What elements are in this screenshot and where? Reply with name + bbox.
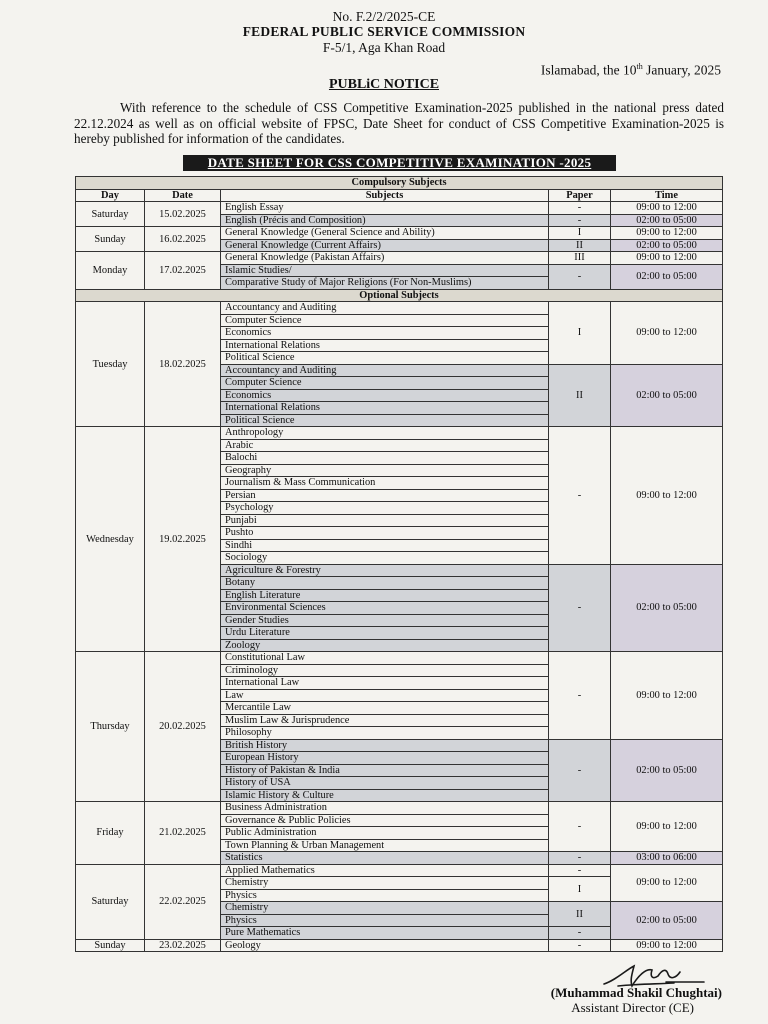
day-cell: Sunday (76, 227, 145, 252)
date-cell: 16.02.2025 (145, 227, 221, 252)
time-cell: 02:00 to 05:00 (611, 239, 723, 252)
subject-cell: Economics (221, 327, 549, 340)
time-cell: 09:00 to 12:00 (611, 252, 723, 265)
paper-cell: I (549, 877, 611, 902)
subject-cell: Philosophy (221, 727, 549, 740)
column-header-date: Date (145, 189, 221, 202)
time-cell: 02:00 to 05:00 (611, 902, 723, 940)
subject-cell: History of Pakistan & India (221, 764, 549, 777)
day-cell: Thursday (76, 652, 145, 802)
paper-cell: - (549, 802, 611, 852)
subject-cell: Anthropology (221, 427, 549, 440)
subject-cell: Geology (221, 939, 549, 952)
subject-cell: Persian (221, 489, 549, 502)
subject-cell: Comparative Study of Major Religions (For Non-Muslims) (221, 277, 549, 290)
signatory-designation: Assistant Director (CE) (571, 1000, 694, 1015)
subject-cell: English Literature (221, 589, 549, 602)
compulsory-subjects-heading: Compulsory Subjects (76, 177, 723, 190)
subject-cell: Arabic (221, 439, 549, 452)
subject-cell: English (Précis and Composition) (221, 214, 549, 227)
section-heading-row (76, 289, 723, 302)
subject-cell: Sindhi (221, 539, 549, 552)
subject-cell: Accountancy and Auditing (221, 302, 549, 315)
time-cell: 02:00 to 05:00 (611, 364, 723, 427)
subject-cell: General Knowledge (Pakistan Affairs) (221, 252, 549, 265)
subject-cell: Geography (221, 464, 549, 477)
day-cell: Sunday (76, 939, 145, 952)
time-cell: 09:00 to 12:00 (611, 202, 723, 215)
time-cell: 02:00 to 05:00 (611, 214, 723, 227)
subject-cell: Punjabi (221, 514, 549, 527)
subject-cell: Psychology (221, 502, 549, 515)
column-header-time: Time (611, 189, 723, 202)
paper-cell: - (549, 264, 611, 289)
table-row (76, 302, 723, 315)
intro-paragraph (74, 100, 724, 147)
subject-cell: Applied Mathematics (221, 864, 549, 877)
subject-cell: Physics (221, 914, 549, 927)
subject-cell: Pushto (221, 527, 549, 540)
subject-cell: Physics (221, 889, 549, 902)
section-heading-row (76, 177, 723, 190)
paper-cell: II (549, 902, 611, 927)
table-row (76, 939, 723, 952)
day-cell: Tuesday (76, 302, 145, 427)
place-date-prefix: Islamabad, the 10 (540, 62, 637, 78)
paper-cell: II (549, 239, 611, 252)
subject-cell: Governance & Public Policies (221, 814, 549, 827)
paper-cell: - (549, 214, 611, 227)
subject-cell: Sociology (221, 552, 549, 565)
subject-cell: British History (221, 739, 549, 752)
day-cell: Saturday (76, 202, 145, 227)
subject-cell: Chemistry (221, 877, 549, 890)
table-row (76, 864, 723, 877)
subject-cell: Town Planning & Urban Management (221, 839, 549, 852)
intro-text: With reference to the schedule of CSS Competitive Examination-2025 published in the national press dated 22.12.2024 as well as on official website of FPSC, Date Sheet for conduct of CSS Competitive Examination-2025 is hereby published for information of the candidates. (74, 100, 724, 146)
paper-cell: III (549, 252, 611, 265)
subject-cell: Economics (221, 389, 549, 402)
subject-cell: International Relations (221, 402, 549, 415)
time-cell: 03:00 to 06:00 (611, 852, 723, 865)
time-cell: 09:00 to 12:00 (611, 802, 723, 852)
time-cell: 09:00 to 12:00 (611, 427, 723, 565)
notice-title: PUBLiC NOTICE (328, 77, 440, 92)
table-row (76, 802, 723, 815)
time-cell: 02:00 to 05:00 (611, 739, 723, 802)
subject-cell: Environmental Sciences (221, 602, 549, 615)
day-cell: Monday (76, 252, 145, 290)
paper-cell: - (549, 427, 611, 565)
table-row (76, 227, 723, 240)
paper-cell: - (549, 864, 611, 877)
signatory-name: (Muhammad Shakil Chughtai) (550, 985, 722, 1000)
time-cell: 09:00 to 12:00 (611, 227, 723, 240)
paper-cell: - (549, 202, 611, 215)
subject-cell: Zoology (221, 639, 549, 652)
subject-cell: European History (221, 752, 549, 765)
subject-cell: Gender Studies (221, 614, 549, 627)
organization-name: FEDERAL PUBLIC SERVICE COMMISSION (242, 24, 526, 39)
subject-cell: Pure Mathematics (221, 927, 549, 940)
paper-cell: - (549, 564, 611, 652)
subject-cell: General Knowledge (General Science and Ability) (221, 227, 549, 240)
subject-cell: Statistics (221, 852, 549, 865)
time-cell: 09:00 to 12:00 (611, 302, 723, 365)
subject-cell: General Knowledge (Current Affairs) (221, 239, 549, 252)
subject-cell: Agriculture & Forestry (221, 564, 549, 577)
paper-cell: - (549, 852, 611, 865)
subject-cell: Political Science (221, 414, 549, 427)
time-cell: 02:00 to 05:00 (611, 264, 723, 289)
table-row (76, 252, 723, 265)
subject-cell: Public Administration (221, 827, 549, 840)
day-cell: Friday (76, 802, 145, 865)
subject-cell: Accountancy and Auditing (221, 364, 549, 377)
subject-cell: Chemistry (221, 902, 549, 915)
table-row (76, 427, 723, 440)
column-header-row (76, 189, 723, 202)
date-cell: 21.02.2025 (145, 802, 221, 865)
table-row (76, 202, 723, 215)
paper-cell: - (549, 652, 611, 740)
subject-cell: Urdu Literature (221, 627, 549, 640)
column-header-subjects: Subjects (221, 189, 549, 202)
subject-cell: Botany (221, 577, 549, 590)
subject-cell: Computer Science (221, 314, 549, 327)
subject-cell: Islamic Studies/ (221, 264, 549, 277)
column-header-day: Day (76, 189, 145, 202)
date-cell: 18.02.2025 (145, 302, 221, 427)
time-cell: 02:00 to 05:00 (611, 564, 723, 652)
day-cell: Saturday (76, 864, 145, 939)
subject-cell: Muslim Law & Jurisprudence (221, 714, 549, 727)
subject-cell: Mercantile Law (221, 702, 549, 715)
day-cell: Wednesday (76, 427, 145, 652)
date-cell: 17.02.2025 (145, 252, 221, 290)
organization-address: F-5/1, Aga Khan Road (322, 40, 446, 55)
paper-cell: I (549, 302, 611, 365)
subject-cell: Business Administration (221, 802, 549, 815)
place-date-suffix: January, 2025 (642, 62, 721, 78)
datesheet-title: DATE SHEET FOR CSS COMPETITIVE EXAMINATION -2025 (183, 155, 616, 171)
date-cell: 20.02.2025 (145, 652, 221, 802)
paper-cell: - (549, 739, 611, 802)
subject-cell: Balochi (221, 452, 549, 465)
subject-cell: International Law (221, 677, 549, 690)
subject-cell: English Essay (221, 202, 549, 215)
subject-cell: Political Science (221, 352, 549, 365)
date-cell: 23.02.2025 (145, 939, 221, 952)
subject-cell: International Relations (221, 339, 549, 352)
datesheet-table (75, 176, 723, 952)
subject-cell: Islamic History & Culture (221, 789, 549, 802)
time-cell: 09:00 to 12:00 (611, 652, 723, 740)
reference-number: No. F.2/2/2025-CE (332, 9, 436, 24)
date-cell: 19.02.2025 (145, 427, 221, 652)
subject-cell: Law (221, 689, 549, 702)
paper-cell: II (549, 364, 611, 427)
column-header-paper: Paper (549, 189, 611, 202)
subject-cell: Computer Science (221, 377, 549, 390)
time-cell: 09:00 to 12:00 (611, 939, 723, 952)
optional-subjects-heading: Optional Subjects (76, 289, 723, 302)
paper-cell: - (549, 939, 611, 952)
subject-cell: History of USA (221, 777, 549, 790)
date-cell: 15.02.2025 (145, 202, 221, 227)
date-cell: 22.02.2025 (145, 864, 221, 939)
table-row (76, 652, 723, 665)
subject-cell: Criminology (221, 664, 549, 677)
time-cell: 09:00 to 12:00 (611, 864, 723, 902)
subject-cell: Journalism & Mass Communication (221, 477, 549, 490)
subject-cell: Constitutional Law (221, 652, 549, 665)
paper-cell: I (549, 227, 611, 240)
paper-cell: - (549, 927, 611, 940)
place-date-sup: th (636, 62, 643, 71)
